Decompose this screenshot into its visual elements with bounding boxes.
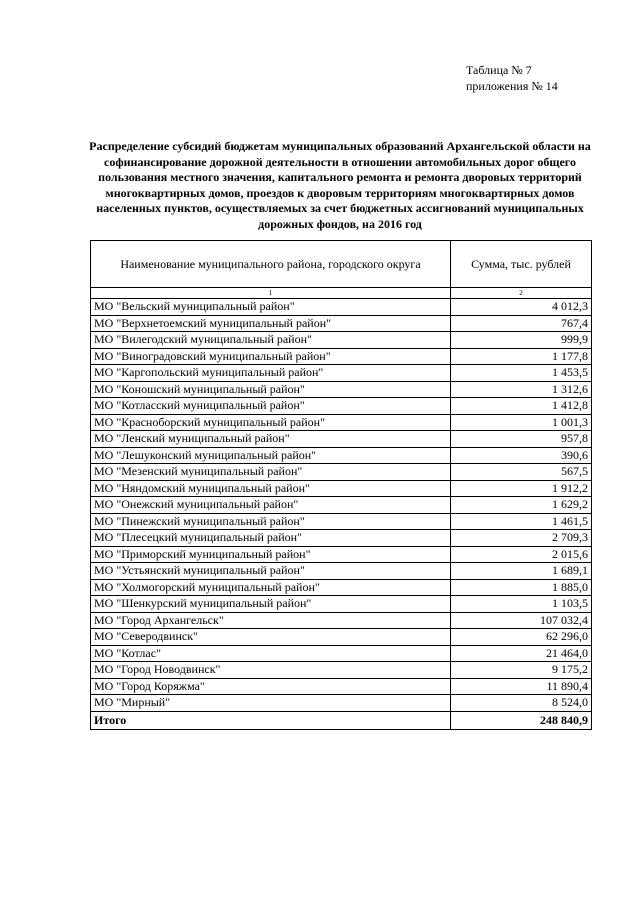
subsidy-amount: 2 709,3: [451, 530, 592, 547]
subsidy-amount: 11 890,4: [451, 678, 592, 695]
municipality-name: МО "Мезенский муниципальный район": [91, 464, 451, 481]
total-amount: 248 840,9: [451, 711, 592, 729]
subsidy-amount: 1 177,8: [451, 348, 592, 365]
table-row: [91, 447, 592, 464]
subsidy-amount: 1 001,3: [451, 414, 592, 431]
municipality-name: МО "Устьянский муниципальный район": [91, 563, 451, 580]
subsidy-amount: 1 103,5: [451, 596, 592, 613]
municipality-name: МО "Шенкурский муниципальный район": [91, 596, 451, 613]
municipality-name: МО "Вельский муниципальный район": [91, 299, 451, 316]
table-row: [91, 332, 592, 349]
municipality-name: МО "Ленский муниципальный район": [91, 431, 451, 448]
column-number-2: 2: [451, 288, 592, 299]
municipality-name: МО "Красноборский муниципальный район": [91, 414, 451, 431]
table-row: [91, 546, 592, 563]
table-row: [91, 662, 592, 679]
table-row: [91, 629, 592, 646]
column-header-name: Наименование муниципального района, городского округа: [91, 241, 451, 288]
subsidy-amount: 9 175,2: [451, 662, 592, 679]
table-row: [91, 612, 592, 629]
municipality-name: МО "Няндомский муниципальный район": [91, 480, 451, 497]
subsidy-amount: 957,8: [451, 431, 592, 448]
table-row: [91, 497, 592, 514]
table-row: [91, 579, 592, 596]
municipality-name: МО "Город Коряжма": [91, 678, 451, 695]
municipality-name: МО "Котлас": [91, 645, 451, 662]
table-row: [91, 678, 592, 695]
column-number-1: 1: [91, 288, 451, 299]
subsidy-amount: 21 464,0: [451, 645, 592, 662]
subsidy-amount: 1 312,6: [451, 381, 592, 398]
municipality-name: МО "Северодвинск": [91, 629, 451, 646]
subsidy-amount: 1 461,5: [451, 513, 592, 530]
subsidy-amount: 1 885,0: [451, 579, 592, 596]
subsidy-amount: 2 015,6: [451, 546, 592, 563]
appendix-number: приложения № 14: [466, 79, 558, 93]
table-row: [91, 414, 592, 431]
table-row: [91, 431, 592, 448]
table-header-row: [91, 241, 592, 288]
municipality-name: МО "Онежский муниципальный район": [91, 497, 451, 514]
subsidy-amount: 567,5: [451, 464, 592, 481]
subsidy-amount: 390,6: [451, 447, 592, 464]
total-label: Итого: [91, 711, 451, 729]
municipality-name: МО "Приморский муниципальный район": [91, 546, 451, 563]
subsidy-table: [90, 240, 592, 730]
subsidy-amount: 62 296,0: [451, 629, 592, 646]
table-row: [91, 596, 592, 613]
municipality-name: МО "Коношский муниципальный район": [91, 381, 451, 398]
municipality-name: МО "Виноградовский муниципальный район": [91, 348, 451, 365]
subsidy-amount: 1 629,2: [451, 497, 592, 514]
table-row: [91, 563, 592, 580]
document-title: Распределение субсидий бюджетам муниципальных образований Архангельской области на софинансирование дорожной деятельности в отношении автомобильных дорог общего пользования местного значения, капитального ремонта и ремонта дворовых территорий многоквартирных домов, проездов к дворовым территориям многоквартирных домов населенных пунктов, осуществляемых за счет бюджетных ассигнований муниципальных дорожных фондов, на 2016 год: [89, 139, 591, 231]
subsidy-amount: 767,4: [451, 315, 592, 332]
table-row: [91, 398, 592, 415]
table-row: [91, 299, 592, 316]
municipality-name: МО "Вилегодский муниципальный район": [91, 332, 451, 349]
municipality-name: МО "Лешуконский муниципальный район": [91, 447, 451, 464]
table-row: [91, 464, 592, 481]
table-row: [91, 381, 592, 398]
table-row: [91, 480, 592, 497]
table-row: [91, 348, 592, 365]
table-row: [91, 315, 592, 332]
municipality-name: МО "Котласский муниципальный район": [91, 398, 451, 415]
table-row: [91, 513, 592, 530]
municipality-name: МО "Город Новодвинск": [91, 662, 451, 679]
table-row: [91, 695, 592, 712]
table-row: [91, 530, 592, 547]
subsidy-amount: 999,9: [451, 332, 592, 349]
table-reference: [466, 62, 558, 94]
table-number: Таблица № 7: [466, 63, 532, 77]
subsidy-amount: 1 912,2: [451, 480, 592, 497]
column-header-amount: Сумма, тыс. рублей: [451, 241, 592, 288]
municipality-name: МО "Каргопольский муниципальный район": [91, 365, 451, 382]
subsidy-amount: 107 032,4: [451, 612, 592, 629]
municipality-name: МО "Город Архангельск": [91, 612, 451, 629]
subsidy-amount: 4 012,3: [451, 299, 592, 316]
municipality-name: МО "Плесецкий муниципальный район": [91, 530, 451, 547]
municipality-name: МО "Пинежский муниципальный район": [91, 513, 451, 530]
municipality-name: МО "Верхнетоемский муниципальный район": [91, 315, 451, 332]
table-row: [91, 365, 592, 382]
column-number-row: [91, 288, 592, 299]
municipality-name: МО "Мирный": [91, 695, 451, 712]
subsidy-amount: 1 412,8: [451, 398, 592, 415]
table-row: [91, 645, 592, 662]
subsidy-amount: 1 453,5: [451, 365, 592, 382]
municipality-name: МО "Холмогорский муниципальный район": [91, 579, 451, 596]
subsidy-amount: 1 689,1: [451, 563, 592, 580]
total-row: [91, 711, 592, 729]
subsidy-amount: 8 524,0: [451, 695, 592, 712]
